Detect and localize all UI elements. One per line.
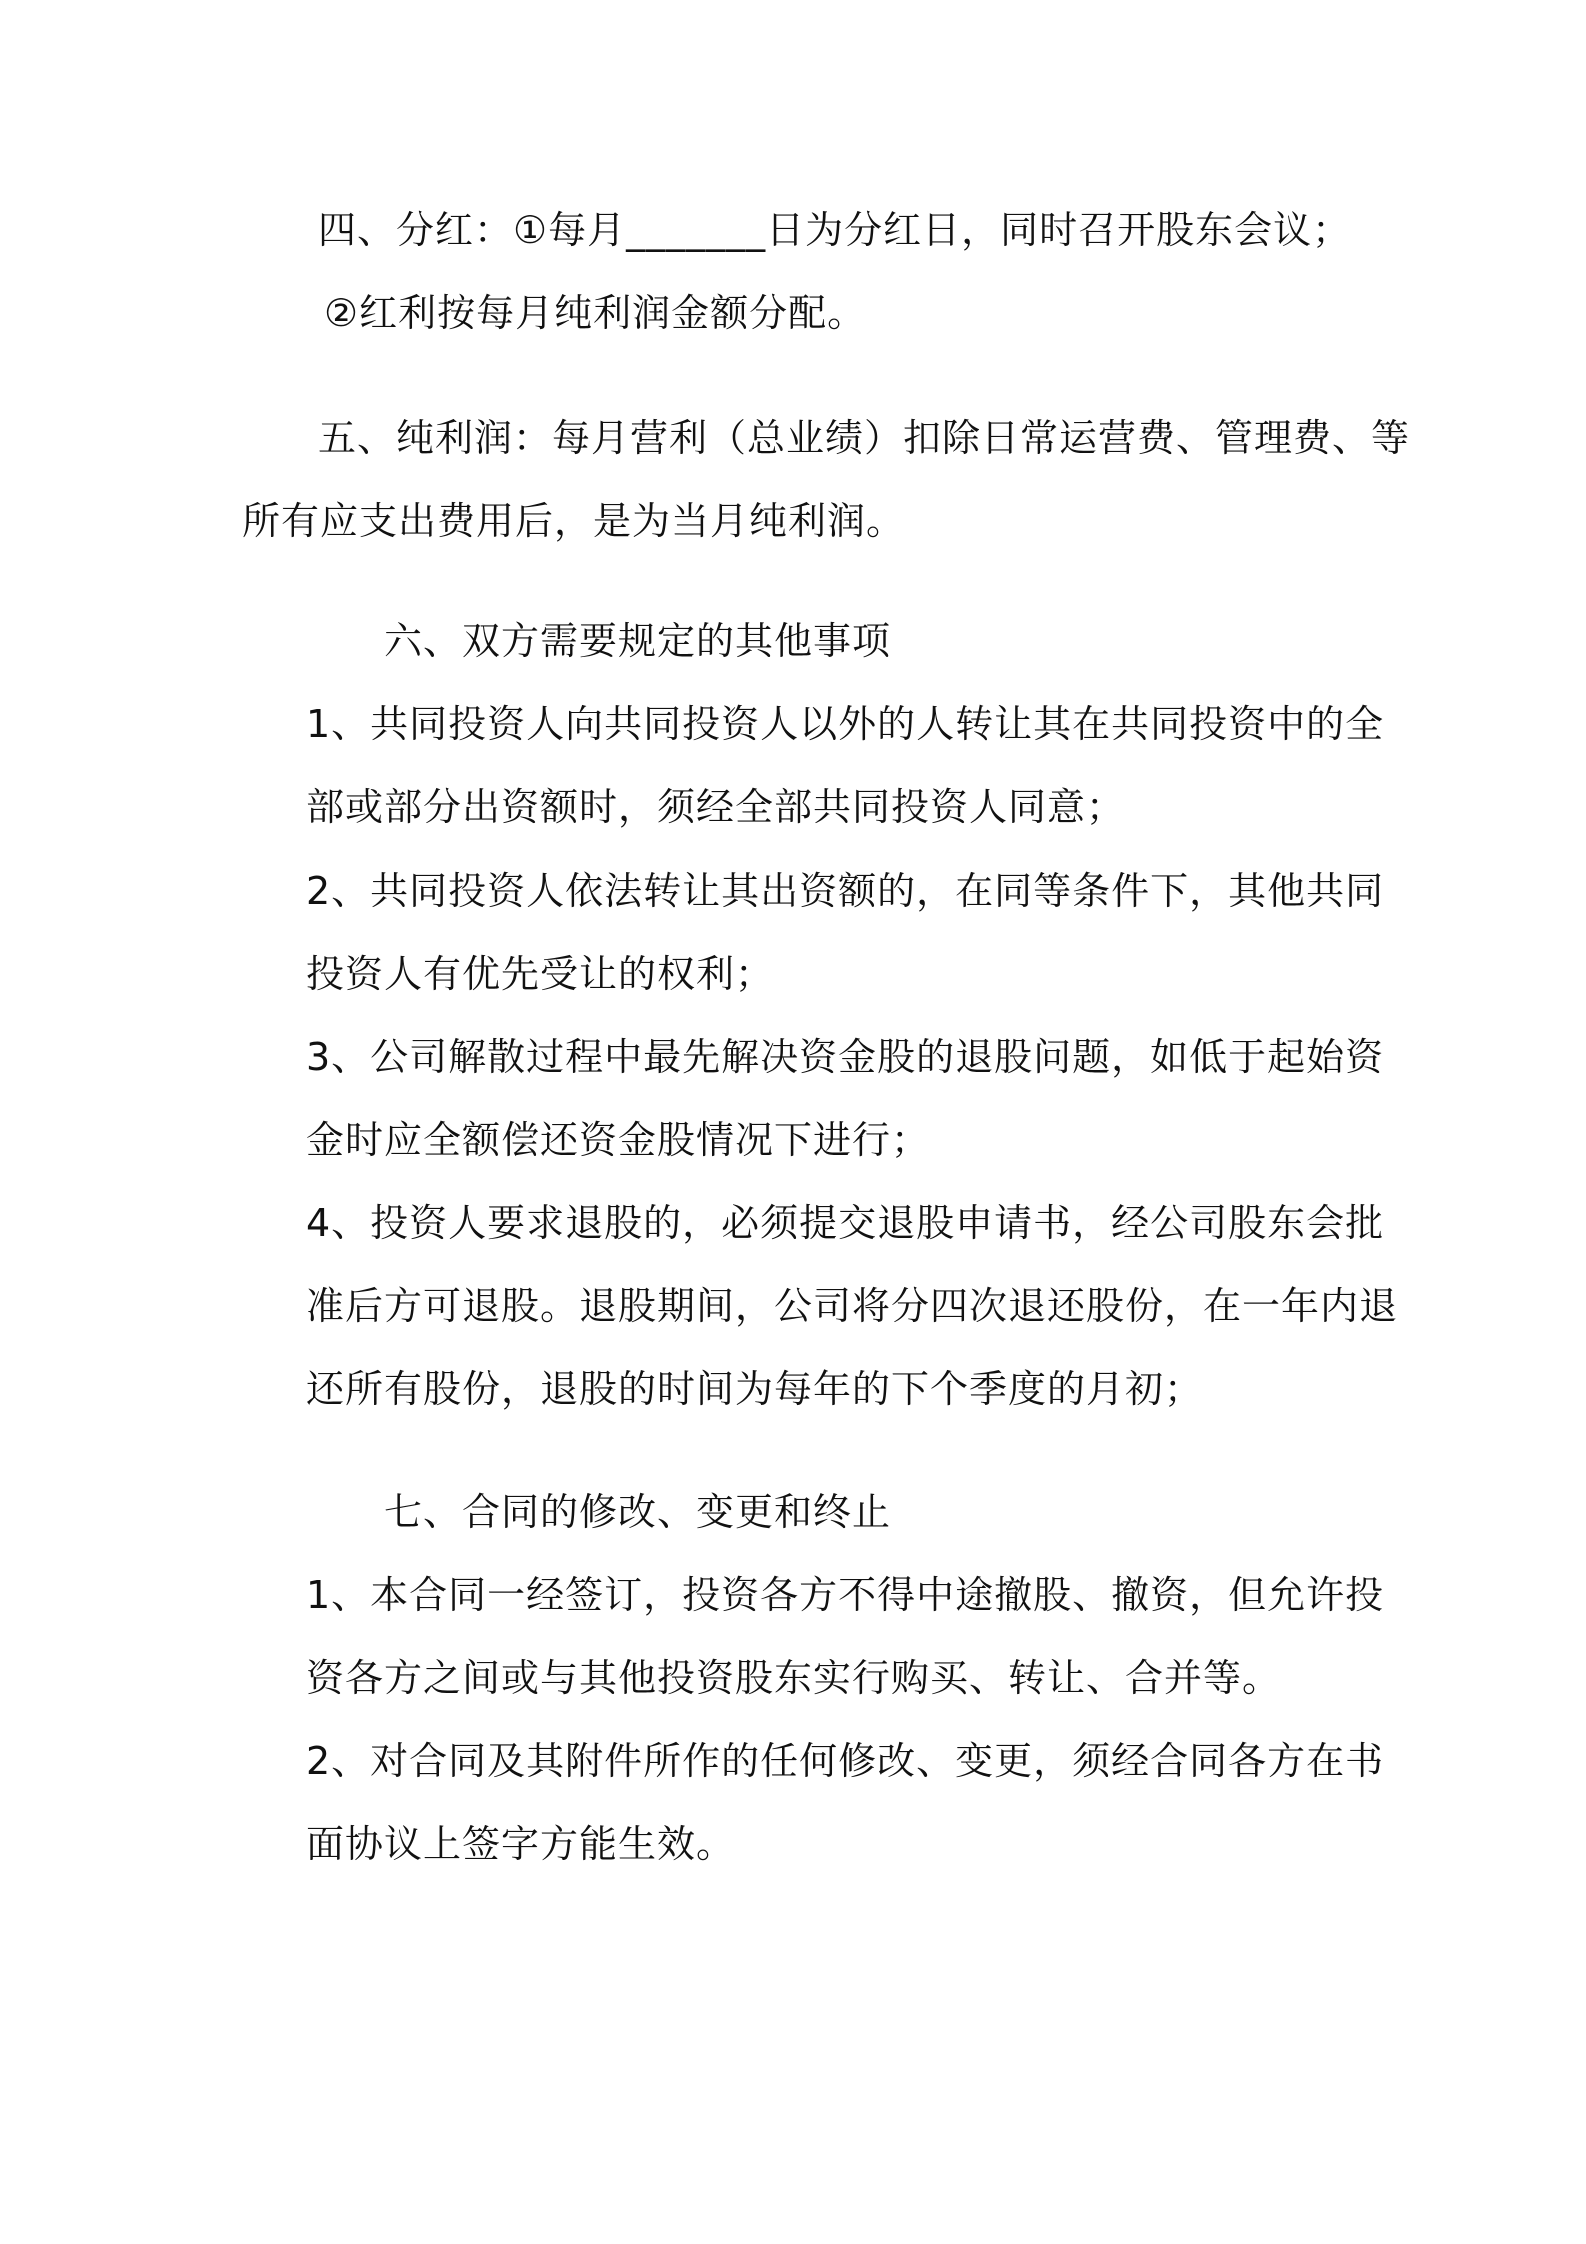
section6-item4-line3: 还所有股份，退股的时间为每年的下个季度的月初； (306, 1367, 1204, 1411)
section6-item3-line2: 金时应全额偿还资金股情况下进行； (306, 1118, 931, 1162)
section6-item2-line1: 2、共同投资人依法转让其出资额的，在同等条件下，其他共同 (306, 869, 1385, 913)
section6-heading: 六、双方需要规定的其他事项 (384, 619, 892, 663)
section6-item2-line2: 投资人有优先受让的权利； (306, 952, 775, 996)
section7-item1-line2: 资各方之间或与其他投资股东实行购买、转让、合并等。 (306, 1656, 1282, 1700)
section4-line2: ②红利按每月纯利润金额分配。 (324, 291, 867, 335)
section6-item4-line2: 准后方可退股。退股期间，公司将分四次退还股份，在一年内退 (306, 1284, 1399, 1328)
section5-line1: 五、纯利润：每月营利（总业绩）扣除日常运营费、管理费、等 (318, 416, 1411, 460)
section6-item1-line2: 部或部分出资额时，须经全部共同投资人同意； (306, 785, 1126, 829)
section7-item2-line2: 面协议上签字方能生效。 (306, 1822, 736, 1866)
section6-item3-line1: 3、公司解散过程中最先解决资金股的退股问题，如低于起始资 (306, 1035, 1385, 1079)
section6-item4-line1: 4、投资人要求退股的，必须提交退股申请书，经公司股东会批 (306, 1201, 1385, 1245)
section7-heading: 七、合同的修改、变更和终止 (384, 1490, 892, 1534)
section6-item1-line1: 1、共同投资人向共同投资人以外的人转让其在共同投资中的全 (306, 702, 1385, 746)
section5-line2: 所有应支出费用后，是为当月纯利润。 (242, 499, 906, 543)
section7-item1-line1: 1、本合同一经签订，投资各方不得中途撤股、撤资，但允许投 (306, 1573, 1385, 1617)
section4-line1: 四、分红：①每月_______日为分红日，同时召开股东会议； (318, 208, 1352, 252)
section7-item2-line1: 2、对合同及其附件所作的任何修改、变更，须经合同各方在书 (306, 1739, 1385, 1783)
